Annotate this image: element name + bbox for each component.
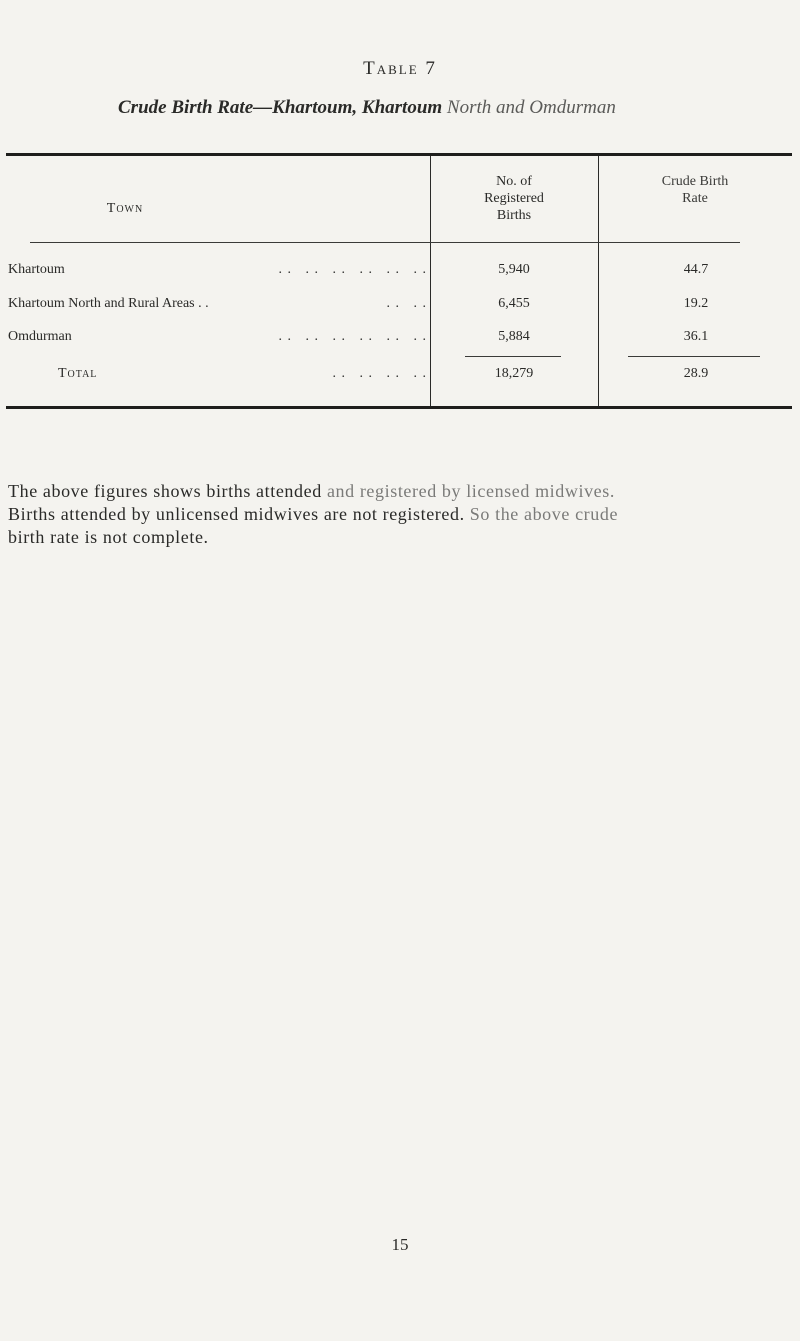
column-header-town: Town <box>106 201 144 216</box>
table-bottom-rule <box>6 406 792 409</box>
total-births-value: 18,279 <box>494 366 534 381</box>
rate-value: 44.7 <box>683 262 709 277</box>
caption-main: Crude Birth Rate—Khartoum, Khartoum <box>118 97 443 118</box>
column-header-rate: Crude Birth Rate <box>661 174 729 206</box>
total-row <box>0 366 800 386</box>
page-number: 15 <box>391 1235 409 1254</box>
note-paragraph <box>8 480 800 549</box>
leader-dots: . . . . <box>386 296 427 311</box>
table-row <box>0 296 800 316</box>
births-value: 5,884 <box>498 329 530 344</box>
total-label: Total <box>58 366 98 381</box>
table-top-rule <box>6 153 792 156</box>
caption-faded: North and Omdurman <box>446 97 616 118</box>
births-value: 6,455 <box>498 296 530 311</box>
paragraph-line-3: birth rate is not complete. <box>8 527 209 547</box>
column-header-births: No. of Registered Births <box>484 174 544 223</box>
births-value: 5,940 <box>498 262 530 277</box>
paragraph-text: Births attended by unlicensed midwives are not registered. <box>8 504 465 524</box>
leader-dots: . . . . . . . . . . . . <box>278 262 427 277</box>
town-name: Omdurman <box>8 329 72 344</box>
paragraph-line-2 <box>8 503 800 526</box>
town-name: Khartoum <box>8 262 65 277</box>
paragraph-line-1 <box>8 480 800 503</box>
header-rule <box>30 242 740 243</box>
leader-dots: . . . . . . . . . . . . <box>278 329 427 344</box>
total-rule-rate <box>628 356 760 357</box>
table-row <box>0 329 800 349</box>
table-label: Table 7 <box>363 58 437 79</box>
rate-value: 36.1 <box>683 329 709 344</box>
total-rule-births <box>465 356 561 357</box>
town-name: Khartoum North and Rural Areas . . <box>8 296 209 311</box>
rate-value: 19.2 <box>683 296 709 311</box>
paragraph-text-faded: So the above crude <box>469 504 619 524</box>
table-caption <box>118 97 778 119</box>
paragraph-text-faded: and registered by licensed midwives. <box>326 481 615 501</box>
paragraph-text: The above figures shows births attended <box>8 481 322 501</box>
table-row <box>0 262 800 282</box>
total-rate-value: 28.9 <box>683 366 709 381</box>
leader-dots: . . . . . . . . <box>332 366 427 381</box>
